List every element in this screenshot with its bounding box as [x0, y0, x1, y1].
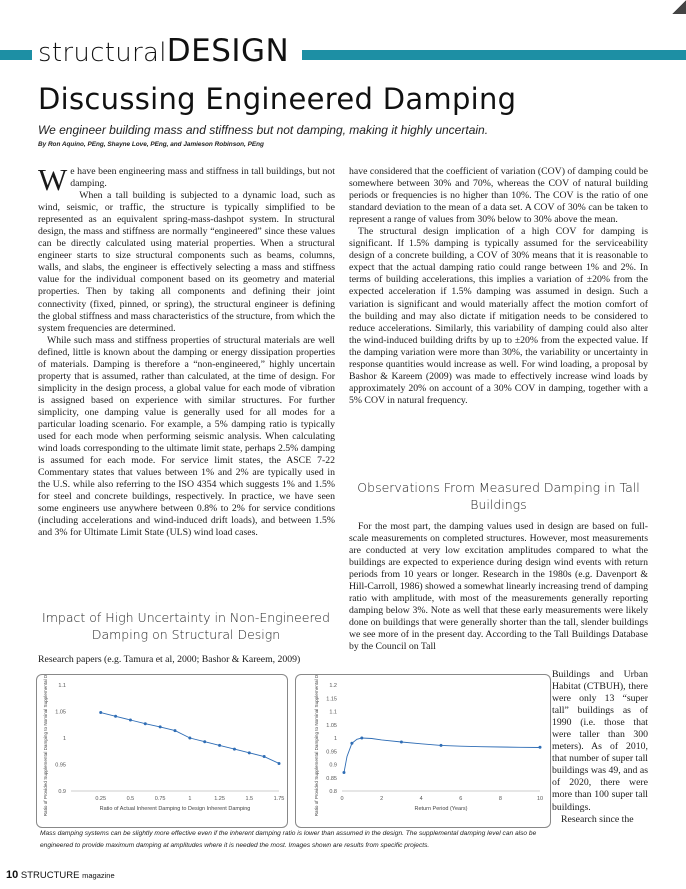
data-point [174, 729, 177, 732]
paragraph: have considered that the coefficient of variation (COV) of damping could be somewhere between 30% and 70%, whereas the COV of natural building periods or frequencies is no higher than 10%. The COV is the ratio of one standard deviation to the mean of a data set. A COV of 30% can be taken to represent a range of values from 30% below to 30% above the mean. [349, 166, 648, 226]
section-label-lower: structural [38, 38, 167, 68]
section-label [38, 33, 290, 69]
x-tick-label: 0.75 [154, 796, 166, 802]
y-tick-label: 1.1 [329, 709, 337, 716]
x-tick-label: 6 [459, 796, 463, 802]
article-title: Discussing Engineered Damping [38, 82, 517, 116]
y-tick-label: 0.9 [329, 762, 337, 769]
article-authors: By Ron Aquino, PEng, Shayne Love, PEng, and Jamieson Robinson, PEng [38, 141, 264, 148]
x-tick-label: 2 [380, 796, 384, 802]
chart-return-period-svg [296, 675, 550, 827]
column-right-lower [349, 521, 648, 654]
paragraph-continued: Buildings and Urban Habitat (CTBUH), there were only 13 “super tall” buildings as of 1990 (i.e. those that were taller than 300 meters). As of 2010, that number of super tall buildings was 49, and as of 2020, there were more than 100 super tall buildings. [552, 669, 648, 813]
data-point [278, 762, 281, 765]
y-axis-title: Ratio of Provided Supplemental Damping to Nominal Supplemental Damping [43, 675, 48, 817]
y-tick-label: 1.05 [326, 722, 337, 729]
column-right-narrow [552, 669, 648, 826]
data-point [144, 722, 147, 725]
figure-caption: Mass damping systems can be slightly more effective even if the inherent damping ratio is lower than assumed in the design. The supplemental damping level can also be engineered to provide maximum damping at amplitudes where it is needed the most. Images shown are results from specific projects. [40, 830, 537, 849]
section-label-upper: DESIGN [166, 33, 290, 69]
x-tick-label: 4 [419, 796, 423, 802]
paragraph: When a tall building is subjected to a dynamic load, such as wind, seismic, or traffic, the structure is typically simplified to be represented as an equivalent spring-mass-dashpot system. In structural design, the mass and stiffness are normally “engineered” since these values can be directly calculated using material properties. When a structural engineer starts to size structural components such as beams, columns, walls, and slabs, the engineer is effectively selecting a mass and stiffness value for the individual component based on its geometry and material properties. Then by taking all components and defining their joint connectivity (fixed, pinned, or spring), the structural engineer is defining the global stiffness and mass characteristics of the structure, from which the system frequencies are determined. [38, 190, 335, 334]
page-corner-fold [672, 0, 686, 14]
data-point [539, 746, 542, 749]
paragraph-intro-text: e have been engineering mass and stiffness in tall buildings, but not damping. [70, 166, 335, 190]
x-tick-label: 0 [340, 796, 344, 802]
x-tick-label: 10 [536, 796, 544, 802]
chart-inherent-damping-svg [37, 675, 287, 827]
y-axis-title: Ratio of Provided Supplemental Damping to Nominal Supplemental Damping [314, 675, 319, 817]
paragraph-intro [38, 162, 335, 197]
x-tick-label: 1.75 [273, 796, 285, 802]
series-line [344, 738, 540, 773]
drop-cap: W [38, 162, 68, 197]
x-tick-label: 8 [498, 796, 502, 802]
paragraph-research: Research papers (e.g. Tamura et al, 2000; Bashor & Kareem, 2009) [38, 654, 301, 665]
y-tick-label: 1.05 [55, 709, 66, 716]
y-tick-label: 1 [62, 736, 66, 742]
data-point [203, 740, 206, 743]
data-point [99, 711, 102, 714]
y-tick-label: 0.95 [55, 762, 66, 769]
data-point [218, 744, 221, 747]
x-tick-label: 1.5 [245, 796, 254, 802]
data-point [248, 751, 251, 754]
paragraph: The structural design implication of a high COV for damping is significant. If 1.5% damping is typically assumed for the serviceability design of a concrete building, a COV of 30% means that it is reasonable to expect that the actual damping ratio could range between 1% and 2%. In terms of building accelerations, this implies a variation of ±20% from the expected acceleration if 1.5% damping was assumed in design. Such a variation is significant and would materially affect the motion comfort of the building and may also dictate if mitigation needs to be considered to reduce accelerations. Similarly, this variability of damping could also alter the wind-induced building drifts by up to ±20% from the expected value. If the damping variation were more than 30%, the variability or uncertainty in response quantities would increase as well. For wind loading, a proposal by Bashor & Kareem (2009) was made to effectively increase wind loads by approximately 20% on account of a 30% COV in damping, together with a 5% COV in natural frequency. [349, 226, 648, 406]
data-point [350, 742, 353, 745]
section-accent-bar-left [0, 50, 32, 60]
x-tick-label: 1 [188, 796, 192, 802]
x-tick-label: 0.25 [95, 796, 107, 802]
section-heading-impact: Impact of High Uncertainty in Non-Engineered Damping on Structural Design [42, 610, 330, 642]
y-tick-label: 1 [333, 736, 337, 742]
column-right [349, 166, 648, 407]
data-point [129, 718, 132, 721]
y-tick-label: 0.85 [326, 775, 337, 782]
y-tick-label: 1.1 [58, 683, 66, 689]
y-tick-label: 1.15 [326, 696, 337, 703]
paragraph: For the most part, the damping values used in design are based on full-scale measurements on completed structures. However, most measurements are conducted at very low excitation amplitudes compared to what the buildings are expected to experience during design wind events with return periods from 10 years or longer. Research in the 1980s (e.g. Davenport & Hill-Carroll, 1986) showed a somewhat linearly increasing trend of damping ratio with amplitude, with most of the measurements generally reporting damping below 3%. Note as well that these early measurements were likely done on buildings that were generally shorter than the tall, slender buildings we see more of in the present day. According to the Tall Buildings Database by the Council on Tall [349, 521, 648, 653]
section-heading-observations: Observations From Measured Damping in Tall Buildings [357, 480, 640, 512]
data-point [263, 755, 266, 758]
y-tick-label: 0.9 [58, 789, 66, 795]
x-tick-label: 1.25 [214, 796, 225, 802]
magazine-suffix: magazine [82, 871, 115, 880]
paragraph: While such mass and stiffness properties of structural materials are well defined, little is known about the damping or energy dissipation properties of materials. Damping is therefore a “non-engineered,” highly uncertain property that is assumed, rather than calculated, at the time of design. For simplicity in the design process, a global value for each mode of vibration is assigned based on experience with similar structures. For further simplicity, one damping value is generally used for all modes for a particular loading scenario. For example, a 5% damping ratio is typically used for each mode when performing seismic analysis. When calculating wind loads corresponding to the ultimate limit state, perhaps 2.5% damping is assumed for each mode. For service limit states, the ASCE 7-22 Commentary states that values between 1% and 2% are typically used in the U.S. while also referring to the ISO 4354 which suggests 1% and 1.5% for steel and concrete buildings, respectively. In practice, we have seen some engineers use anywhere between 0.8% to 2% for service conditions (including accelerations and wind-induced drift loads), and between 1.5% and 3% for Ultimate Limit State (ULS) wind load cases. [38, 334, 335, 539]
data-point [114, 715, 117, 718]
data-point [188, 737, 191, 740]
x-axis-title: Return Period (Years) [414, 806, 468, 812]
section-accent-bar-right [302, 50, 686, 60]
data-point [400, 740, 403, 743]
paragraph: Research since the [561, 813, 634, 825]
x-axis-title: Ratio of Actual Inherent Damping to Design Inherent Damping [99, 806, 251, 812]
x-tick-label: 0.5 [126, 796, 135, 802]
data-point [342, 771, 345, 774]
column-left [38, 162, 335, 539]
chart-inherent-damping [36, 674, 288, 828]
data-point [360, 737, 363, 740]
data-point [233, 748, 236, 751]
chart-return-period [295, 674, 551, 828]
y-tick-label: 1.2 [329, 683, 337, 689]
data-point [440, 744, 443, 747]
data-point [159, 725, 162, 728]
page-footer [6, 869, 115, 881]
page-number: 10 [6, 869, 19, 881]
y-tick-label: 0.95 [326, 749, 337, 756]
y-tick-label: 0.8 [329, 789, 337, 795]
magazine-brand: STRUCTURE [20, 870, 80, 881]
article-subtitle: We engineer building mass and stiffness but not damping, making it highly uncertain. [38, 123, 489, 137]
